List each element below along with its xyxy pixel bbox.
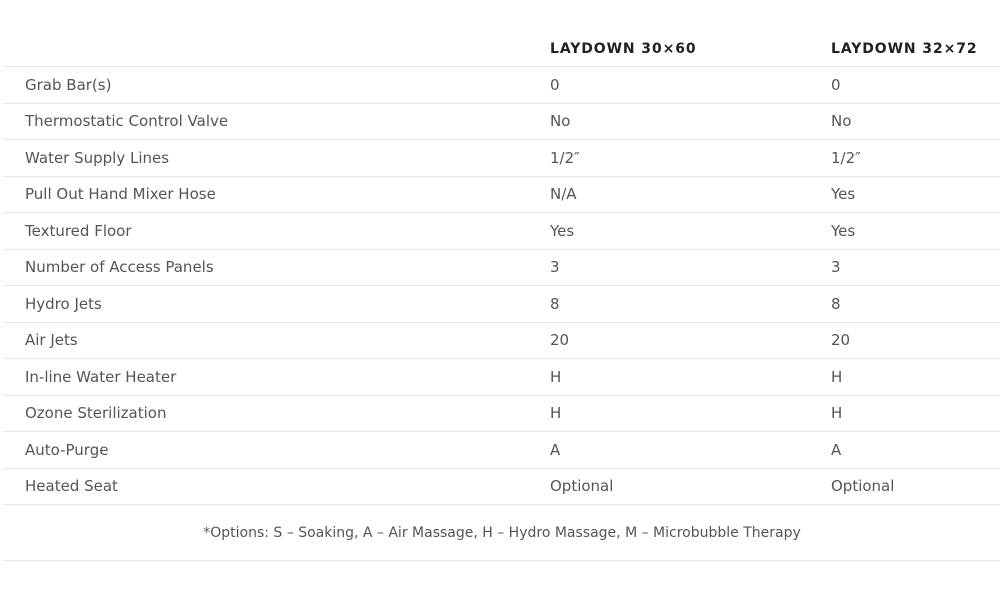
model-a-value-cell: No bbox=[550, 103, 831, 140]
table-row bbox=[4, 359, 1000, 396]
table-row bbox=[4, 395, 1000, 432]
model-b-value-cell: 0 bbox=[831, 67, 1000, 104]
options-footnote: *Options: S – Soaking, A – Air Massage, H – Hydro Massage, M – Microbubble Therapy bbox=[4, 505, 1000, 561]
table-row bbox=[4, 468, 1000, 505]
spec-comparison-table bbox=[4, 31, 1000, 561]
model-b-value-cell: H bbox=[831, 395, 1000, 432]
footnote-row bbox=[4, 505, 1000, 561]
model-a-value-cell: N/A bbox=[550, 176, 831, 213]
model-b-value-cell: Yes bbox=[831, 176, 1000, 213]
model-a-value-cell: H bbox=[550, 359, 831, 396]
feature-cell: Pull Out Hand Mixer Hose bbox=[4, 176, 550, 213]
table-body bbox=[4, 67, 1000, 505]
feature-cell: Thermostatic Control Valve bbox=[4, 103, 550, 140]
feature-cell: Grab Bar(s) bbox=[4, 67, 550, 104]
table-row bbox=[4, 67, 1000, 104]
header-model-a: LAYDOWN 30×60 bbox=[550, 31, 831, 67]
model-b-value-cell: A bbox=[831, 432, 1000, 469]
table-row bbox=[4, 176, 1000, 213]
model-a-value-cell: 0 bbox=[550, 67, 831, 104]
model-b-value-cell: H bbox=[831, 359, 1000, 396]
table-row bbox=[4, 286, 1000, 323]
feature-cell: Number of Access Panels bbox=[4, 249, 550, 286]
model-b-value-cell: 1/2″ bbox=[831, 140, 1000, 177]
feature-cell: Ozone Sterilization bbox=[4, 395, 550, 432]
feature-cell: Hydro Jets bbox=[4, 286, 550, 323]
table-row bbox=[4, 140, 1000, 177]
model-a-value-cell: H bbox=[550, 395, 831, 432]
model-a-value-cell: A bbox=[550, 432, 831, 469]
table-row bbox=[4, 249, 1000, 286]
table-header-row bbox=[4, 31, 1000, 67]
model-a-value-cell: 20 bbox=[550, 322, 831, 359]
table-row bbox=[4, 213, 1000, 250]
table-row bbox=[4, 432, 1000, 469]
model-b-value-cell: 3 bbox=[831, 249, 1000, 286]
model-a-value-cell: Optional bbox=[550, 468, 831, 505]
model-b-value-cell: 20 bbox=[831, 322, 1000, 359]
feature-cell: Heated Seat bbox=[4, 468, 550, 505]
model-b-value-cell: No bbox=[831, 103, 1000, 140]
feature-cell: Auto-Purge bbox=[4, 432, 550, 469]
model-a-value-cell: Yes bbox=[550, 213, 831, 250]
model-b-value-cell: Optional bbox=[831, 468, 1000, 505]
model-b-value-cell: 8 bbox=[831, 286, 1000, 323]
model-b-value-cell: Yes bbox=[831, 213, 1000, 250]
header-feature bbox=[4, 31, 550, 67]
feature-cell: Air Jets bbox=[4, 322, 550, 359]
table-row bbox=[4, 103, 1000, 140]
model-a-value-cell: 1/2″ bbox=[550, 140, 831, 177]
feature-cell: In-line Water Heater bbox=[4, 359, 550, 396]
feature-cell: Textured Floor bbox=[4, 213, 550, 250]
feature-cell: Water Supply Lines bbox=[4, 140, 550, 177]
table-row bbox=[4, 322, 1000, 359]
header-model-b: LAYDOWN 32×72 bbox=[831, 31, 1000, 67]
model-a-value-cell: 3 bbox=[550, 249, 831, 286]
model-a-value-cell: 8 bbox=[550, 286, 831, 323]
